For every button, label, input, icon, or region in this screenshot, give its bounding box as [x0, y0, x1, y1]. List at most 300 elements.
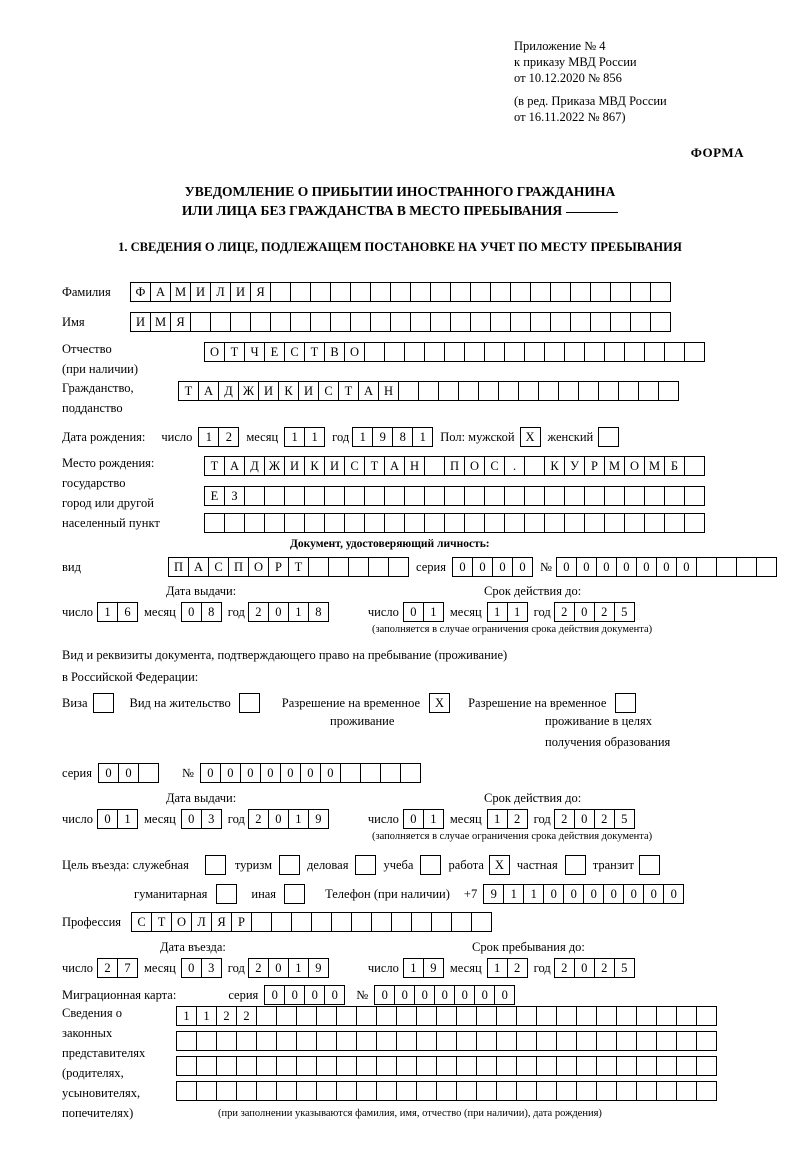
form-cell[interactable]: М	[150, 312, 171, 332]
form-cell[interactable]	[296, 1031, 317, 1051]
form-cell[interactable]: С	[344, 456, 365, 476]
birthplace-input-line1[interactable]	[204, 456, 704, 476]
doc-number-input[interactable]	[556, 557, 776, 577]
form-cell[interactable]: Л	[191, 912, 212, 932]
form-cell[interactable]: 0	[118, 763, 139, 783]
form-cell[interactable]: Т	[178, 381, 199, 401]
birthplace-input-line3[interactable]	[204, 513, 704, 533]
form-cell[interactable]	[410, 312, 431, 332]
form-cell[interactable]	[524, 513, 545, 533]
form-cell[interactable]	[424, 486, 445, 506]
form-cell[interactable]	[376, 1056, 397, 1076]
form-cell[interactable]	[590, 312, 611, 332]
form-cell[interactable]	[418, 381, 439, 401]
form-cell[interactable]	[544, 513, 565, 533]
form-cell[interactable]	[310, 282, 331, 302]
form-cell[interactable]: Р	[268, 557, 289, 577]
form-cell[interactable]: П	[168, 557, 189, 577]
form-cell[interactable]	[570, 282, 591, 302]
birth-day-input[interactable]	[198, 427, 238, 447]
form-cell[interactable]: М	[604, 456, 625, 476]
form-cell[interactable]	[276, 1031, 297, 1051]
form-cell[interactable]	[276, 1006, 297, 1026]
form-cell[interactable]	[504, 486, 525, 506]
form-cell[interactable]	[356, 1031, 377, 1051]
citizenship-input[interactable]	[178, 381, 678, 401]
form-cell[interactable]	[604, 342, 625, 362]
form-cell[interactable]	[270, 282, 291, 302]
form-cell[interactable]: А	[224, 456, 245, 476]
form-cell[interactable]	[530, 312, 551, 332]
form-cell[interactable]	[356, 1006, 377, 1026]
form-cell[interactable]	[604, 486, 625, 506]
form-cell[interactable]	[348, 557, 369, 577]
form-cell[interactable]	[616, 1006, 637, 1026]
form-cell[interactable]	[504, 513, 525, 533]
form-cell[interactable]	[516, 1006, 537, 1026]
entry-month-input[interactable]	[181, 958, 221, 978]
form-cell[interactable]	[496, 1006, 517, 1026]
form-cell[interactable]	[650, 312, 671, 332]
stay-issue-day-input[interactable]	[97, 809, 137, 829]
purpose-business-checkbox[interactable]	[355, 855, 376, 875]
form-cell[interactable]: О	[624, 456, 645, 476]
form-cell[interactable]: 1	[412, 427, 433, 447]
form-cell[interactable]	[658, 381, 679, 401]
form-cell[interactable]: И	[284, 456, 305, 476]
form-cell[interactable]	[390, 312, 411, 332]
form-cell[interactable]: 1	[304, 427, 325, 447]
form-cell[interactable]	[664, 342, 685, 362]
form-cell[interactable]	[616, 1031, 637, 1051]
edu-residence-checkbox[interactable]	[615, 693, 636, 713]
form-cell[interactable]: И	[324, 456, 345, 476]
form-cell[interactable]	[430, 282, 451, 302]
form-cell[interactable]: 1	[487, 602, 508, 622]
form-cell[interactable]: 0	[454, 985, 475, 1005]
form-cell[interactable]: Т	[288, 557, 309, 577]
form-cell[interactable]	[684, 513, 705, 533]
form-cell[interactable]	[210, 312, 231, 332]
form-cell[interactable]: К	[304, 456, 325, 476]
form-cell[interactable]	[251, 912, 272, 932]
form-cell[interactable]: 2	[248, 602, 269, 622]
form-cell[interactable]	[471, 912, 492, 932]
form-cell[interactable]	[576, 1081, 597, 1101]
form-cell[interactable]	[618, 381, 639, 401]
form-cell[interactable]: П	[444, 456, 465, 476]
form-cell[interactable]	[330, 312, 351, 332]
form-cell[interactable]	[516, 1031, 537, 1051]
form-cell[interactable]	[596, 1081, 617, 1101]
form-cell[interactable]: Р	[231, 912, 252, 932]
entry-day-input[interactable]	[97, 958, 137, 978]
form-cell[interactable]	[296, 1081, 317, 1101]
form-cell[interactable]	[450, 282, 471, 302]
form-cell[interactable]	[556, 1081, 577, 1101]
form-cell[interactable]	[696, 1006, 717, 1026]
form-cell[interactable]	[536, 1081, 557, 1101]
form-cell[interactable]	[664, 486, 685, 506]
form-cell[interactable]	[684, 486, 705, 506]
form-cell[interactable]: 1	[487, 809, 508, 829]
form-cell[interactable]	[556, 1056, 577, 1076]
form-cell[interactable]	[444, 342, 465, 362]
form-cell[interactable]	[196, 1081, 217, 1101]
form-cell[interactable]	[310, 312, 331, 332]
form-cell[interactable]	[384, 342, 405, 362]
form-cell[interactable]: 1	[284, 427, 305, 447]
form-cell[interactable]: 9	[423, 958, 444, 978]
form-cell[interactable]	[316, 1006, 337, 1026]
form-cell[interactable]	[450, 312, 471, 332]
legal-rep-input-line3[interactable]	[176, 1056, 716, 1076]
doc-kind-input[interactable]	[168, 557, 408, 577]
form-cell[interactable]: 0	[434, 985, 455, 1005]
form-cell[interactable]: Ж	[238, 381, 259, 401]
form-cell[interactable]: Б	[664, 456, 685, 476]
form-cell[interactable]: Н	[404, 456, 425, 476]
form-cell[interactable]	[264, 513, 285, 533]
form-cell[interactable]: 2	[594, 602, 615, 622]
form-cell[interactable]	[324, 486, 345, 506]
form-cell[interactable]	[656, 1081, 677, 1101]
form-cell[interactable]	[464, 513, 485, 533]
form-cell[interactable]	[624, 342, 645, 362]
residence-permit-checkbox[interactable]	[239, 693, 260, 713]
form-cell[interactable]: 0	[181, 958, 202, 978]
form-cell[interactable]	[564, 486, 585, 506]
form-cell[interactable]	[478, 381, 499, 401]
form-cell[interactable]	[430, 312, 451, 332]
form-cell[interactable]: 0	[543, 884, 564, 904]
form-cell[interactable]	[584, 513, 605, 533]
form-cell[interactable]: 2	[554, 809, 575, 829]
form-cell[interactable]	[330, 282, 351, 302]
form-cell[interactable]	[290, 282, 311, 302]
form-cell[interactable]	[436, 1031, 457, 1051]
form-cell[interactable]	[371, 912, 392, 932]
form-cell[interactable]: И	[230, 282, 251, 302]
form-cell[interactable]	[676, 1056, 697, 1076]
stay-valid-month-input[interactable]	[487, 809, 527, 829]
phone-input[interactable]	[483, 884, 683, 904]
form-cell[interactable]: С	[484, 456, 505, 476]
form-cell[interactable]	[436, 1081, 457, 1101]
form-cell[interactable]	[476, 1056, 497, 1076]
form-cell[interactable]	[490, 282, 511, 302]
form-cell[interactable]: 1	[196, 1006, 217, 1026]
doc-valid-year-input[interactable]	[554, 602, 634, 622]
form-cell[interactable]: 0	[260, 763, 281, 783]
form-cell[interactable]	[308, 557, 329, 577]
form-cell[interactable]: 0	[676, 557, 697, 577]
form-cell[interactable]	[630, 312, 651, 332]
form-cell[interactable]: 1	[97, 602, 118, 622]
form-cell[interactable]	[350, 282, 371, 302]
form-cell[interactable]: 0	[574, 809, 595, 829]
form-cell[interactable]	[644, 513, 665, 533]
form-cell[interactable]	[390, 282, 411, 302]
form-cell[interactable]	[496, 1031, 517, 1051]
form-cell[interactable]	[436, 1006, 457, 1026]
form-cell[interactable]: 2	[218, 427, 239, 447]
sex-female-checkbox[interactable]	[598, 427, 619, 447]
form-cell[interactable]	[410, 282, 431, 302]
form-cell[interactable]: Ж	[264, 456, 285, 476]
form-cell[interactable]: О	[171, 912, 192, 932]
form-cell[interactable]	[504, 342, 525, 362]
form-cell[interactable]	[411, 912, 432, 932]
form-cell[interactable]: 2	[554, 602, 575, 622]
form-cell[interactable]	[524, 342, 545, 362]
form-cell[interactable]: 0	[181, 602, 202, 622]
form-cell[interactable]	[590, 282, 611, 302]
form-cell[interactable]: 0	[403, 809, 424, 829]
form-cell[interactable]: 8	[308, 602, 329, 622]
form-cell[interactable]: 2	[248, 958, 269, 978]
form-cell[interactable]: 0	[97, 809, 118, 829]
form-cell[interactable]	[584, 486, 605, 506]
mig-series-input[interactable]	[264, 985, 344, 1005]
form-cell[interactable]	[271, 912, 292, 932]
form-cell[interactable]	[470, 282, 491, 302]
form-cell[interactable]	[696, 1031, 717, 1051]
birth-year-input[interactable]	[352, 427, 432, 447]
stay-series-input[interactable]	[98, 763, 158, 783]
form-cell[interactable]	[484, 486, 505, 506]
form-cell[interactable]: 0	[474, 985, 495, 1005]
form-cell[interactable]	[716, 557, 737, 577]
form-cell[interactable]: О	[204, 342, 225, 362]
form-cell[interactable]: 1	[176, 1006, 197, 1026]
form-cell[interactable]: Я	[211, 912, 232, 932]
form-cell[interactable]	[496, 1081, 517, 1101]
form-cell[interactable]: С	[131, 912, 152, 932]
form-cell[interactable]: А	[150, 282, 171, 302]
form-cell[interactable]: П	[228, 557, 249, 577]
form-cell[interactable]: Т	[151, 912, 172, 932]
form-cell[interactable]: 1	[507, 602, 528, 622]
form-cell[interactable]: 0	[268, 958, 289, 978]
form-cell[interactable]	[331, 912, 352, 932]
form-cell[interactable]	[230, 312, 251, 332]
form-cell[interactable]	[244, 486, 265, 506]
form-cell[interactable]: О	[344, 342, 365, 362]
form-cell[interactable]	[424, 456, 445, 476]
form-cell[interactable]: 0	[374, 985, 395, 1005]
form-cell[interactable]	[484, 342, 505, 362]
form-cell[interactable]	[484, 513, 505, 533]
purpose-other-checkbox[interactable]	[284, 884, 305, 904]
form-cell[interactable]: 2	[216, 1006, 237, 1026]
form-cell[interactable]: Д	[244, 456, 265, 476]
form-cell[interactable]: 0	[394, 985, 415, 1005]
form-cell[interactable]	[336, 1081, 357, 1101]
form-cell[interactable]: А	[384, 456, 405, 476]
form-cell[interactable]	[350, 312, 371, 332]
form-cell[interactable]: 1	[198, 427, 219, 447]
form-cell[interactable]: 0	[414, 985, 435, 1005]
form-cell[interactable]: 1	[352, 427, 373, 447]
form-cell[interactable]	[636, 1081, 657, 1101]
form-cell[interactable]	[356, 1081, 377, 1101]
birthplace-input-line2[interactable]	[204, 486, 704, 506]
form-cell[interactable]	[264, 486, 285, 506]
legal-rep-input-line1[interactable]	[176, 1006, 716, 1026]
form-cell[interactable]	[190, 312, 211, 332]
form-cell[interactable]: Ч	[244, 342, 265, 362]
form-cell[interactable]	[336, 1031, 357, 1051]
form-cell[interactable]	[756, 557, 777, 577]
form-cell[interactable]: М	[644, 456, 665, 476]
doc-series-input[interactable]	[452, 557, 532, 577]
form-cell[interactable]: З	[224, 486, 245, 506]
form-cell[interactable]	[524, 486, 545, 506]
form-cell[interactable]: Т	[304, 342, 325, 362]
form-cell[interactable]: 0	[452, 557, 473, 577]
form-cell[interactable]	[516, 1056, 537, 1076]
form-cell[interactable]	[384, 486, 405, 506]
form-cell[interactable]	[256, 1006, 277, 1026]
form-cell[interactable]	[444, 486, 465, 506]
form-cell[interactable]	[556, 1031, 577, 1051]
form-cell[interactable]	[610, 282, 631, 302]
form-cell[interactable]: 8	[201, 602, 222, 622]
form-cell[interactable]	[696, 1081, 717, 1101]
form-cell[interactable]	[576, 1056, 597, 1076]
form-cell[interactable]	[364, 486, 385, 506]
doc-issue-month-input[interactable]	[181, 602, 221, 622]
form-cell[interactable]: В	[324, 342, 345, 362]
form-cell[interactable]: 1	[117, 809, 138, 829]
form-cell[interactable]	[416, 1081, 437, 1101]
form-cell[interactable]	[340, 763, 361, 783]
form-cell[interactable]	[270, 312, 291, 332]
form-cell[interactable]	[316, 1081, 337, 1101]
form-cell[interactable]: 1	[288, 602, 309, 622]
stay-until-year-input[interactable]	[554, 958, 634, 978]
form-cell[interactable]: 5	[614, 602, 635, 622]
form-cell[interactable]	[536, 1056, 557, 1076]
form-cell[interactable]: О	[248, 557, 269, 577]
form-cell[interactable]: 9	[308, 809, 329, 829]
form-cell[interactable]	[544, 342, 565, 362]
form-cell[interactable]: 2	[507, 958, 528, 978]
form-cell[interactable]	[516, 1081, 537, 1101]
form-cell[interactable]	[676, 1081, 697, 1101]
form-cell[interactable]: Н	[378, 381, 399, 401]
form-cell[interactable]	[216, 1081, 237, 1101]
profession-input[interactable]	[131, 912, 491, 932]
form-cell[interactable]	[370, 312, 391, 332]
form-cell[interactable]: 0	[220, 763, 241, 783]
form-cell[interactable]	[456, 1056, 477, 1076]
form-cell[interactable]	[656, 1006, 677, 1026]
form-cell[interactable]	[464, 486, 485, 506]
form-cell[interactable]: .	[504, 456, 525, 476]
form-cell[interactable]: 0	[280, 763, 301, 783]
form-cell[interactable]	[510, 312, 531, 332]
form-cell[interactable]	[176, 1081, 197, 1101]
surname-input[interactable]	[130, 282, 670, 302]
form-cell[interactable]	[456, 1081, 477, 1101]
form-cell[interactable]	[616, 1081, 637, 1101]
form-cell[interactable]	[598, 381, 619, 401]
legal-rep-input-line4[interactable]	[176, 1081, 716, 1101]
form-cell[interactable]	[328, 557, 349, 577]
form-cell[interactable]: 5	[614, 809, 635, 829]
form-cell[interactable]	[404, 486, 425, 506]
form-cell[interactable]	[490, 312, 511, 332]
name-input[interactable]	[130, 312, 670, 332]
form-cell[interactable]: Е	[264, 342, 285, 362]
form-cell[interactable]	[204, 513, 225, 533]
form-cell[interactable]	[456, 1031, 477, 1051]
form-cell[interactable]: 1	[403, 958, 424, 978]
form-cell[interactable]: 0	[596, 557, 617, 577]
form-cell[interactable]	[344, 513, 365, 533]
form-cell[interactable]: 0	[623, 884, 644, 904]
form-cell[interactable]	[424, 513, 445, 533]
temp-residence-checkbox[interactable]: X	[429, 693, 450, 713]
form-cell[interactable]	[544, 486, 565, 506]
form-cell[interactable]	[610, 312, 631, 332]
form-cell[interactable]	[388, 557, 409, 577]
form-cell[interactable]: 2	[507, 809, 528, 829]
form-cell[interactable]: Т	[338, 381, 359, 401]
form-cell[interactable]	[576, 1031, 597, 1051]
form-cell[interactable]: 2	[97, 958, 118, 978]
form-cell[interactable]	[316, 1031, 337, 1051]
form-cell[interactable]: 1	[487, 958, 508, 978]
form-cell[interactable]: 0	[616, 557, 637, 577]
form-cell[interactable]	[416, 1006, 437, 1026]
form-cell[interactable]	[400, 763, 421, 783]
form-cell[interactable]: 0	[643, 884, 664, 904]
form-cell[interactable]	[536, 1006, 557, 1026]
purpose-work-checkbox[interactable]: X	[489, 855, 510, 875]
purpose-transit-checkbox[interactable]	[639, 855, 660, 875]
form-cell[interactable]	[391, 912, 412, 932]
form-cell[interactable]	[564, 513, 585, 533]
doc-issue-day-input[interactable]	[97, 602, 137, 622]
form-cell[interactable]	[498, 381, 519, 401]
form-cell[interactable]	[458, 381, 479, 401]
form-cell[interactable]: М	[170, 282, 191, 302]
form-cell[interactable]	[398, 381, 419, 401]
form-cell[interactable]	[360, 763, 381, 783]
form-cell[interactable]	[624, 513, 645, 533]
form-cell[interactable]: 0	[304, 985, 325, 1005]
form-cell[interactable]: 0	[563, 884, 584, 904]
form-cell[interactable]: 0	[512, 557, 533, 577]
form-cell[interactable]	[291, 912, 312, 932]
form-cell[interactable]	[596, 1056, 617, 1076]
visa-checkbox[interactable]	[93, 693, 114, 713]
form-cell[interactable]: Д	[218, 381, 239, 401]
form-cell[interactable]	[176, 1031, 197, 1051]
form-cell[interactable]	[584, 342, 605, 362]
form-cell[interactable]: 1	[288, 809, 309, 829]
form-cell[interactable]	[476, 1031, 497, 1051]
form-cell[interactable]	[684, 456, 705, 476]
form-cell[interactable]: И	[130, 312, 151, 332]
form-cell[interactable]: У	[564, 456, 585, 476]
form-cell[interactable]: 0	[583, 884, 604, 904]
form-cell[interactable]	[644, 342, 665, 362]
form-cell[interactable]: 0	[268, 602, 289, 622]
